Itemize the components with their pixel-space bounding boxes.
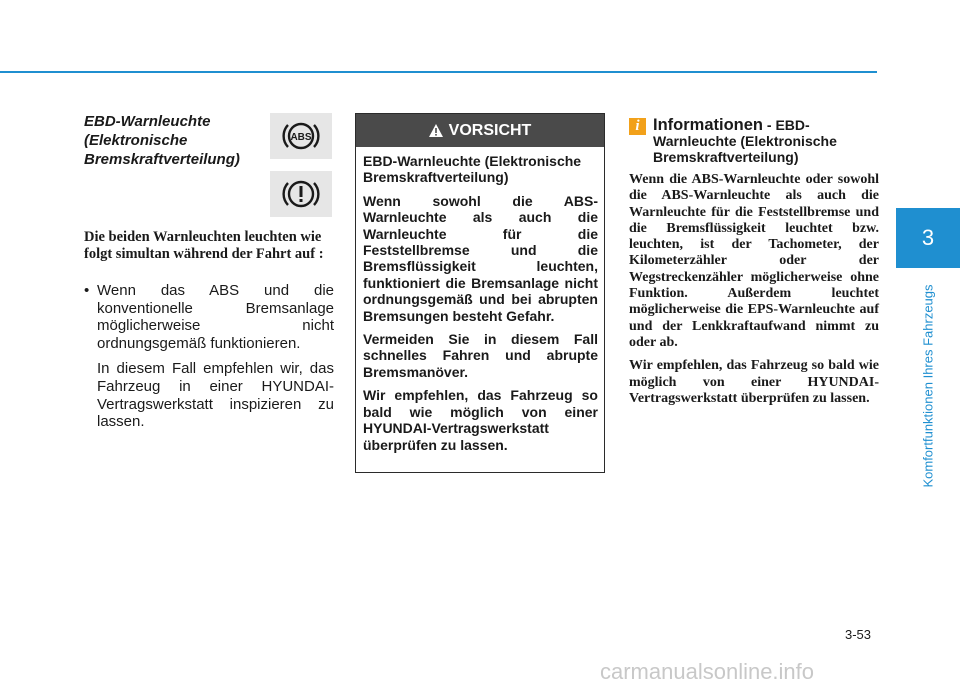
chapter-title: Komfortfunktionen Ihres Fahrzeugs	[920, 283, 936, 488]
abs-icon-text: ABS	[290, 132, 312, 143]
info-title	[653, 117, 879, 165]
info-header	[629, 117, 879, 165]
caution-header	[356, 114, 604, 147]
caution-paragraph: Wenn sowohl die ABS-Warnleuchte als auch die Warnleuchte für die Feststellbremse und die Bremsflüssigkeit leuchten, funktioniert die Bremsanlage nicht ordnungsgemäß und bei abrupten Bremsungen besteht Gefahr.	[363, 192, 598, 324]
chapter-tab	[896, 208, 960, 268]
caution-label: VORSICHT	[448, 121, 532, 139]
exclamation-warning-icon	[270, 171, 332, 217]
bullet-subtext: In diesem Fall empfehlen wir, das Fahrzeug in einer HYUNDAI-Vertragswerkstatt inspizieren zu lassen.	[97, 360, 334, 431]
caution-paragraph: Wir empfehlen, das Fahrzeug so bald wie möglich von einer HYUNDAI-Vertragswerkstatt überprüfen zu lassen.	[363, 387, 598, 453]
caution-paragraph: Vermeiden Sie in diesem Fall schnelles Fahren und abrupte Bremsmanöver.	[363, 331, 598, 380]
info-title-main: Informationen	[653, 116, 763, 134]
info-paragraph: Wenn die ABS-Warnleuchte oder sowohl die ABS-Warnleuchte als auch die Warnleuchte für die Feststellbremse und die Bremsflüssigkeit leuchtet bzw. leuchten, ist der Tachometer, der Kilometerzähler oder der Wegstreckenzähler möglicherweise ohne Funktion. Außerdem leuchtet möglicherweise die EPS-Warnleuchte auf und der Lenkkraftaufwand nimmt zu oder ab.	[629, 172, 879, 350]
info-body	[629, 172, 879, 414]
section-heading: EBD-Warnleuchte (Elektronische Bremskraftverteilung)	[84, 113, 240, 168]
bullet-list	[84, 282, 334, 431]
chapter-side-label	[918, 278, 938, 493]
list-item	[84, 282, 334, 352]
caution-title: EBD-Warnleuchte (Elektronische Bremskraftverteilung)	[363, 153, 582, 186]
watermark: carmanualsonline.info	[600, 659, 815, 684]
chapter-number: 3	[921, 225, 935, 250]
caution-body	[356, 147, 604, 453]
info-paragraph: Wir empfehlen, das Fahrzeug so bald wie möglich von einer HYUNDAI-Vertragswerkstatt überprüfen zu lassen.	[629, 358, 879, 406]
info-icon: i	[629, 118, 646, 135]
header-rule	[0, 71, 877, 73]
warning-triangle-icon	[429, 124, 443, 137]
page-number: 3-53	[845, 627, 872, 642]
intro-text: Die beiden Warnleuchten leuchten wie folgt simultan während der Fahrt auf :	[84, 229, 324, 262]
info-title-rest: - EBD-Warnleuchte (Elektronische Bremskraftverteilung)	[653, 117, 837, 165]
abs-warning-icon	[270, 113, 332, 159]
caution-box	[355, 113, 605, 473]
bullet-icon: •	[84, 282, 90, 299]
bullet-text: Wenn das ABS und die konventionelle Bremsanlage möglicherweise nicht ordnungsgemäß funktionieren.	[97, 282, 334, 352]
